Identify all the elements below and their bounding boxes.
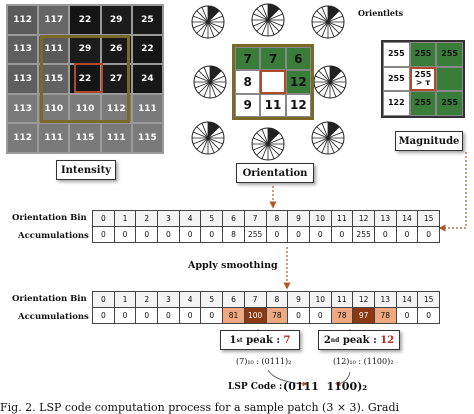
- intensity-cell: 22: [70, 65, 99, 93]
- raw-accumulation-cell: 8: [223, 227, 245, 243]
- bin-cell: 1: [114, 211, 136, 227]
- smoothed-accumulation-cell: 78: [331, 308, 353, 324]
- intensity-cell: 111: [39, 124, 68, 152]
- magnitude-cell: 255: [436, 42, 463, 67]
- bin-cell: 12: [353, 211, 375, 227]
- intensity-cell: 111: [102, 124, 131, 152]
- intensity-cell: 117: [39, 6, 68, 34]
- bin-cell: 1: [114, 292, 136, 308]
- bin-cell: 7: [244, 211, 266, 227]
- intensity-cell: 110: [39, 95, 68, 123]
- bin-cell: 15: [418, 292, 440, 308]
- orientation-cell: 9: [235, 94, 260, 117]
- raw-accumulation-cell: 0: [201, 227, 223, 243]
- orientation-bin-label-2: Orientation Bin: [12, 294, 87, 304]
- intensity-cell: 111: [39, 36, 68, 64]
- smoothed-accumulation-cell: 97: [353, 308, 375, 324]
- bin-cell: 13: [374, 211, 396, 227]
- magnitude-cell: [436, 67, 463, 92]
- bin-cell: 8: [266, 211, 288, 227]
- first-peak-text: peak :: [242, 334, 284, 346]
- orientation-bin-label-1: Orientation Bin: [12, 213, 87, 223]
- raw-accumulation-cell: 0: [93, 227, 115, 243]
- second-peak-box: [318, 330, 400, 350]
- bin-cell: 11: [331, 292, 353, 308]
- raw-accumulation-cell: 0: [396, 227, 418, 243]
- raw-accumulation-cell: 0: [288, 227, 310, 243]
- intensity-cell: 115: [133, 124, 162, 152]
- magnitude-caption: [395, 131, 463, 151]
- smoothed-accumulation-cell: 78: [374, 308, 396, 324]
- raw-accumulation-cell: 0: [418, 227, 440, 243]
- bin-cell: 10: [309, 292, 331, 308]
- second-peak-ordinal: 2: [323, 334, 331, 346]
- bin-cell: 2: [136, 292, 158, 308]
- bin-cell: 5: [201, 211, 223, 227]
- histogram-table-smoothed: [92, 291, 440, 324]
- bin-cell: 14: [396, 292, 418, 308]
- raw-accumulation-cell: 0: [136, 227, 158, 243]
- bin-cell: 9: [288, 292, 310, 308]
- intensity-cell: 27: [102, 65, 131, 93]
- raw-accumulation-cell: 0: [309, 227, 331, 243]
- second-peak-sup: nd: [330, 336, 340, 344]
- orientation-caption: [236, 163, 314, 183]
- raw-accumulation-cell: 0: [266, 227, 288, 243]
- arrow-magnitude-to-accumulations: [442, 152, 466, 228]
- intensity-caption-text: Intensity: [60, 164, 112, 176]
- smoothed-accumulation-cell: 0: [136, 308, 158, 324]
- orientation-cell: 7: [260, 47, 285, 70]
- second-peak-text: peak :: [339, 334, 381, 346]
- smoothed-accumulation-cell: 78: [266, 308, 288, 324]
- smoothed-accumulation-cell: 0: [114, 308, 136, 324]
- bin-cell: 13: [374, 292, 396, 308]
- first-peak-box: [220, 330, 300, 350]
- bin-cell: 3: [158, 292, 180, 308]
- bin-cell: 2: [136, 211, 158, 227]
- bin-cell: 15: [418, 211, 440, 227]
- orientation-cell: 12: [286, 94, 311, 117]
- intensity-cell: 25: [133, 6, 162, 34]
- bin-cell: 3: [158, 211, 180, 227]
- intensity-cell: 22: [133, 36, 162, 64]
- intensity-cell: 115: [70, 124, 99, 152]
- orientation-cell: 7: [235, 47, 260, 70]
- magnitude-cell: 255: [410, 42, 437, 67]
- second-peak-value: 12: [380, 334, 395, 346]
- orientation-cell: [260, 70, 285, 93]
- intensity-cell: 29: [102, 6, 131, 34]
- smoothed-accumulation-cell: 0: [309, 308, 331, 324]
- smoothed-accumulation-cell: 0: [158, 308, 180, 324]
- raw-accumulation-cell: 0: [158, 227, 180, 243]
- orientation-cell: 8: [235, 70, 260, 93]
- intensity-grid: [6, 4, 164, 154]
- magnitude-cell: 122: [383, 91, 410, 116]
- bin-cell: 14: [396, 211, 418, 227]
- intensity-cell: 113: [8, 36, 37, 64]
- accumulations-label-2: Accumulations: [18, 312, 89, 322]
- raw-accumulation-cell: 0: [114, 227, 136, 243]
- magnitude-cell: 255 > τ: [410, 67, 437, 92]
- orientlets-label: Orientlets: [358, 8, 404, 18]
- smoothed-accumulation-cell: 0: [396, 308, 418, 324]
- bin-cell: 4: [179, 211, 201, 227]
- intensity-caption: [56, 160, 116, 180]
- magnitude-cell: 255: [410, 91, 437, 116]
- first-peak-value: 7: [283, 334, 291, 346]
- intensity-cell: 29: [70, 36, 99, 64]
- raw-accumulation-cell: 0: [331, 227, 353, 243]
- bin-cell: 10: [309, 211, 331, 227]
- first-peak-ordinal: 1: [229, 334, 237, 346]
- formula-first: (7)₁₀ : (0111)₂: [236, 357, 292, 366]
- intensity-cell: 112: [102, 95, 131, 123]
- intensity-cell: 115: [39, 65, 68, 93]
- bin-cell: 6: [223, 292, 245, 308]
- formula-second: (12)₁₀ : (1100)₂: [333, 357, 394, 366]
- first-peak-sup: st: [236, 336, 243, 344]
- smoothed-accumulation-cell: 0: [93, 308, 115, 324]
- orientation-cell: 6: [286, 47, 311, 70]
- raw-accumulation-cell: 255: [353, 227, 375, 243]
- raw-accumulation-cell: 0: [374, 227, 396, 243]
- bin-cell: 12: [353, 292, 375, 308]
- orientation-caption-text: Orientation: [242, 167, 308, 179]
- orientation-cell: 11: [260, 94, 285, 117]
- intensity-cell: 112: [8, 124, 37, 152]
- bin-cell: 6: [223, 211, 245, 227]
- accumulations-label-1: Accumulations: [18, 231, 89, 241]
- bin-cell: 5: [201, 292, 223, 308]
- bin-cell: 9: [288, 211, 310, 227]
- intensity-cell: 22: [70, 6, 99, 34]
- magnitude-cell: 255: [436, 91, 463, 116]
- smoothed-accumulation-cell: 81: [223, 308, 245, 324]
- magnitude-cell: 255: [383, 67, 410, 92]
- apply-smoothing-label: Apply smoothing: [188, 260, 278, 271]
- orientation-grid: [232, 44, 314, 120]
- raw-accumulation-cell: 0: [179, 227, 201, 243]
- intensity-cell: 110: [70, 95, 99, 123]
- orientation-cell: 12: [286, 70, 311, 93]
- magnitude-caption-text: Magnitude: [398, 135, 460, 147]
- bin-cell: 4: [179, 292, 201, 308]
- smoothed-accumulation-cell: 100: [244, 308, 266, 324]
- bin-cell: 0: [93, 292, 115, 308]
- smoothed-accumulation-cell: 0: [288, 308, 310, 324]
- lsp-code-value: (0111 1100)₂: [283, 380, 368, 393]
- smoothed-accumulation-cell: 0: [201, 308, 223, 324]
- bin-cell: 0: [93, 211, 115, 227]
- bin-cell: 8: [266, 292, 288, 308]
- intensity-cell: 26: [102, 36, 131, 64]
- figure-caption: Fig. 2. LSP code computation process for a sample patch (3 × 3). Gradi: [0, 401, 399, 414]
- lsp-code-label: LSP Code :: [228, 382, 283, 392]
- intensity-cell: 113: [8, 65, 37, 93]
- intensity-cell: 112: [8, 6, 37, 34]
- histogram-table-raw: [92, 210, 440, 243]
- bin-cell: 11: [331, 211, 353, 227]
- intensity-cell: 113: [8, 95, 37, 123]
- smoothed-accumulation-cell: 0: [418, 308, 440, 324]
- magnitude-cell: 255: [383, 42, 410, 67]
- magnitude-grid: [381, 40, 465, 118]
- intensity-cell: 111: [133, 95, 162, 123]
- intensity-cell: 24: [133, 65, 162, 93]
- raw-accumulation-cell: 255: [244, 227, 266, 243]
- smoothed-accumulation-cell: 0: [179, 308, 201, 324]
- bin-cell: 7: [244, 292, 266, 308]
